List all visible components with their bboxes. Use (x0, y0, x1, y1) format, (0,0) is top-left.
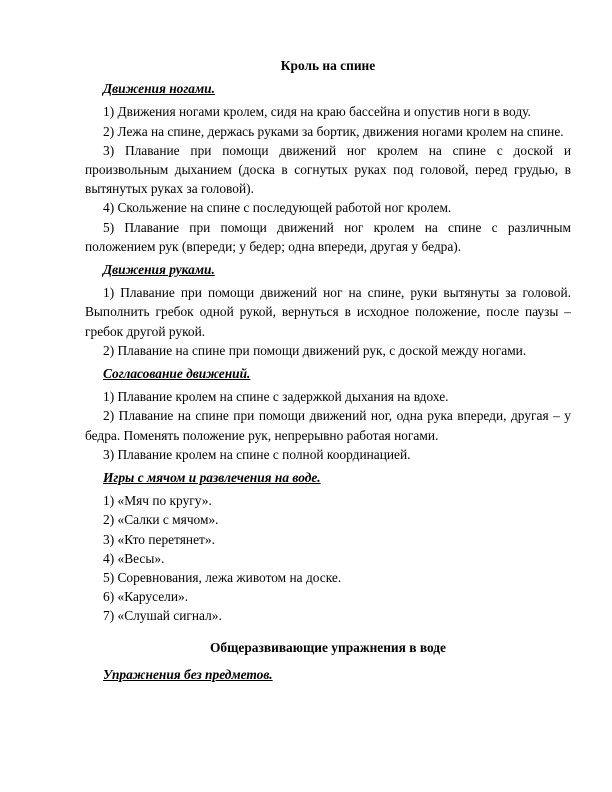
list-item: 1) Плавание при помощи движений ног на спине, руки вытянуты за головой. Выполнить гребок одной рукой, вернуться в исходное положение, после паузы – гребок другой рукой. (85, 285, 571, 339)
section-heading: Движения руками. (103, 262, 215, 278)
list-item: 3) Плавание кролем на спине с полной координацией. (103, 446, 411, 462)
list-item: 2) Лежа на спине, держась руками за бортик, движения ногами кролем на спине. (103, 123, 564, 139)
list-item: 1) «Мяч по кругу». (103, 493, 212, 509)
list-item: 5) Плавание при помощи движений ног кролем на спине с различным положением рук (впереди; у бедер; одна впереди, другая у бедра). (85, 219, 571, 254)
section-heading: Согласование движений. (103, 366, 251, 382)
section-coordination (85, 364, 571, 464)
section-heading: Движения ногами. (103, 81, 215, 97)
list-item: 2) Плавание на спине при помощи движений рук, с доской между ногами. (103, 342, 527, 358)
list-item: 7) «Слушай сигнал». (103, 608, 222, 624)
list-item: 3) «Кто перетянет». (103, 531, 215, 547)
section-arms (85, 260, 571, 360)
section-title: Общеразвивающие упражнения в воде (210, 639, 446, 655)
list-item: 1) Плавание кролем на спине с задержкой дыхания на вдохе. (103, 389, 449, 405)
section-games (85, 468, 571, 626)
section-heading: Игры с мячом и развлечения на воде. (103, 470, 321, 486)
list-item: 6) «Карусели». (103, 589, 189, 605)
list-item: 4) Скольжение на спине с последующей работой ног кролем. (103, 200, 452, 216)
page-title: Кроль на спине (280, 58, 376, 73)
list-item: 5) Соревнования, лежа животом на доске. (103, 570, 342, 586)
section-heading: Упражнения без предметов. (103, 666, 273, 682)
list-item: 2) Плавание на спине при помощи движений ног, одна рука впереди, другая – у бедра. Поменять положение рук, непрерывно работая ногами. (85, 408, 571, 443)
list-item: 4) «Весы». (103, 550, 165, 566)
document-page (85, 56, 571, 688)
list-item: 1) Движения ногами кролем, сидя на краю бассейна и опустив ноги в воду. (103, 104, 531, 120)
list-item: 3) Плавание при помощи движений ног кролем на спине с доской и произвольным дыханием (доска в согнутых руках под головой, перед грудью, в вытянутых руках за головой). (85, 142, 571, 197)
section-legs (85, 79, 571, 256)
list-item: 2) «Салки с мячом». (103, 512, 219, 528)
